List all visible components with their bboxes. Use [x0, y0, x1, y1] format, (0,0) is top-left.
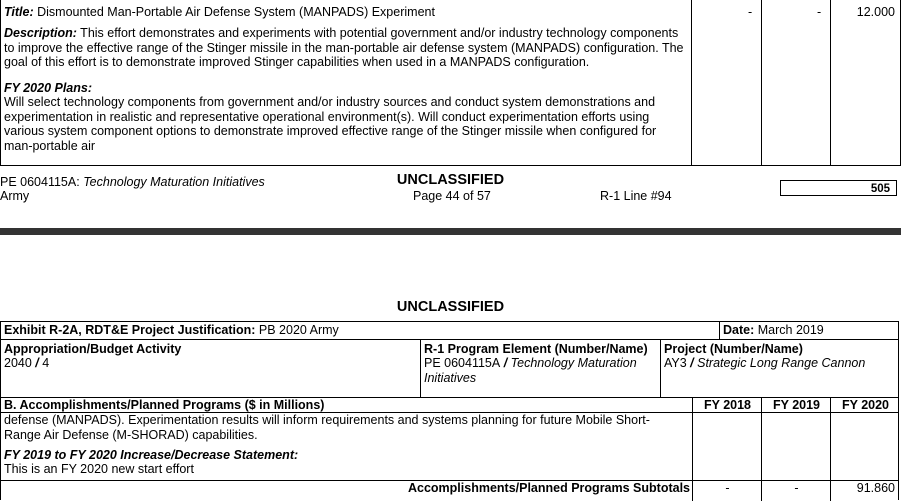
effort-fy2018-value: -: [748, 5, 753, 19]
project-value: [664, 356, 865, 370]
column-divider: [691, 0, 692, 165]
column-divider: [420, 339, 421, 397]
column-divider: [830, 0, 831, 165]
increase-decrease-text: This is an FY 2020 new start effort: [4, 462, 194, 476]
project-heading: Project (Number/Name): [664, 342, 803, 356]
exhibit-value: PB 2020 Army: [255, 323, 339, 337]
footer-page-box: 505: [780, 180, 897, 196]
exhibit-label: Exhibit R-2A, RDT&E Project Justification:: [4, 323, 256, 337]
project-name: Strategic Long Range Cannon: [697, 356, 866, 370]
column-header-fy2019: FY 2019: [772, 398, 821, 412]
effort-description: [4, 26, 686, 70]
footer-r1-line: R-1 Line #94: [600, 189, 672, 203]
r1-name: Technology Maturation Initiatives: [424, 356, 637, 385]
description-label: Description:: [4, 26, 77, 40]
footer-classification: UNCLASSIFIED: [396, 172, 505, 188]
page-separator: [0, 228, 901, 235]
r1-heading: R-1 Program Element (Number/Name): [424, 342, 648, 356]
appropriation-value: [4, 356, 49, 370]
date-value: March 2019: [754, 323, 824, 337]
effort-fy2019-value: -: [817, 5, 822, 19]
project-separator: /: [686, 356, 698, 370]
description-text: This effort demonstrates and experiments with potential government and/or industry technology components to improve the effective range of the Stinger missile in the man-portable air defense system (MANPADS) configuration. The goal of this effort is to demonstrate improved Stinger capabilities when used in a MANPADS configuration.: [4, 26, 684, 70]
title-value: Dismounted Man-Portable Air Defense System (MANPADS) Experiment: [33, 5, 435, 19]
appropriation-separator: /: [31, 356, 43, 370]
column-header-fy2020: FY 2020: [841, 398, 890, 412]
footer-organization: Army: [0, 189, 30, 203]
column-divider: [660, 339, 661, 397]
r1-value: [424, 356, 654, 385]
row-divider: [1, 339, 898, 340]
section-b-heading: B. Accomplishments/Planned Programs ($ in Millions): [4, 398, 325, 412]
increase-decrease-heading: FY 2019 to FY 2020 Increase/Decrease Statement:: [4, 448, 299, 462]
plans-text: Will select technology components from government and/or industry sources and conduct system demonstrations and experimentation in realistic and representative operational environment(s). Will conduct experimentation efforts using various system component options to demonstrate improved effective range of the Stinger missile when configured for man-portable air: [4, 95, 657, 153]
subtotal-fy2018: -: [725, 481, 730, 495]
effort-title: [4, 5, 684, 19]
header-classification: UNCLASSIFIED: [396, 299, 505, 315]
budget-activity: 4: [42, 356, 50, 370]
footer-page-number: Page 44 of 57: [413, 189, 491, 203]
project-code: AY3: [664, 356, 687, 370]
exhibit-date: [723, 323, 824, 337]
footer-pe-name: Technology Maturation Initiatives: [83, 175, 265, 189]
plans-heading: FY 2020 Plans:: [4, 81, 93, 95]
title-label: Title:: [4, 5, 34, 19]
column-header-fy2018: FY 2018: [703, 398, 752, 412]
continued-plans-text: defense (MANPADS). Experimentation results will inform requirements and systems planning for future Mobile Short-Range Air Defense (M-SHORAD) capabilities.: [4, 413, 650, 442]
r1-separator: /: [500, 356, 511, 370]
footer-pe-code: PE 0604115A:: [0, 175, 80, 189]
column-divider: [719, 322, 720, 339]
r1-code: PE 0604115A: [424, 356, 501, 370]
column-divider: [761, 0, 762, 165]
appropriation-heading: Appropriation/Budget Activity: [4, 342, 182, 356]
subtotal-fy2020: 91.860: [856, 481, 895, 495]
exhibit-title: [4, 323, 339, 337]
subtotal-fy2019: -: [794, 481, 799, 495]
appropriation-code: 2040: [4, 356, 32, 370]
date-label: Date:: [723, 323, 755, 337]
effort-fy2020-value: 12.000: [856, 5, 895, 19]
subtotals-label: Accomplishments/Planned Programs Subtotals: [407, 481, 690, 495]
